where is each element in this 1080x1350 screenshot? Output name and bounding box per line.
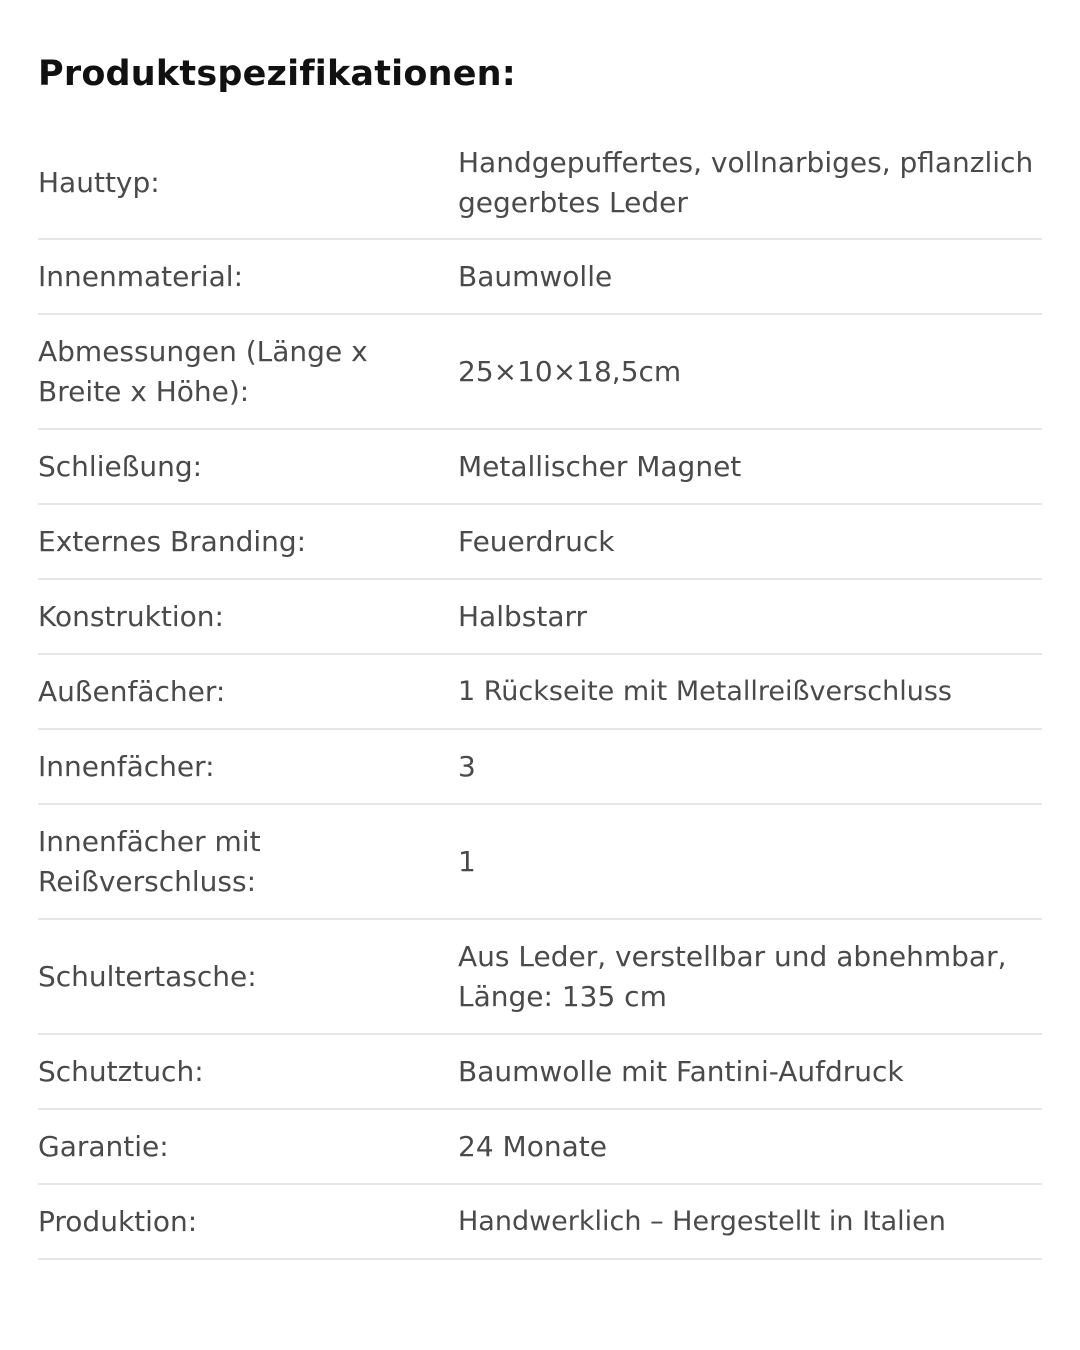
spec-label: Garantie: <box>38 1129 169 1163</box>
spec-label: Externes Branding: <box>38 524 307 558</box>
spec-table <box>38 128 1042 1260</box>
spec-label: Außenfächer: <box>38 674 226 708</box>
spec-value: Feuerdruck <box>458 524 615 558</box>
spec-value: 1 <box>458 844 476 878</box>
spec-value: Aus Leder, verstellbar und abnehmbar, Länge: 135 cm <box>458 939 1007 1013</box>
spec-value: 1 Rückseite mit Metallreißverschluss <box>458 675 952 707</box>
spec-label: Innenmaterial: <box>38 259 244 293</box>
spec-label: Schutztuch: <box>38 1054 204 1088</box>
spec-value: Halbstarr <box>458 599 588 633</box>
spec-value: Baumwolle <box>458 259 613 293</box>
spec-label: Produktion: <box>38 1204 198 1238</box>
spec-value: 25×10×18,5cm <box>458 354 682 388</box>
spec-value: 24 Monate <box>458 1129 607 1163</box>
spec-value: Metallischer Magnet <box>458 449 742 483</box>
spec-row-garantie <box>38 1110 1042 1185</box>
spec-row-aussenfaecher <box>38 655 1042 730</box>
spec-row-schliessung <box>38 430 1042 505</box>
spec-label: Schultertasche: <box>38 959 257 993</box>
spec-row-innenmaterial <box>38 240 1042 315</box>
spec-row-produktion <box>38 1185 1042 1260</box>
spec-value: Handgepuffertes, vollnarbiges, pflanzlich gegerbtes Leder <box>458 146 1034 219</box>
spec-value: Handwerklich – Hergestellt in Italien <box>458 1205 946 1237</box>
spec-label: Konstruktion: <box>38 599 224 633</box>
spec-label: Schließung: <box>38 449 203 483</box>
spec-row-abmessungen <box>38 315 1042 430</box>
page-title: Produktspezifikationen: <box>38 54 516 94</box>
spec-row-konstruktion <box>38 580 1042 655</box>
spec-row-schutztuch <box>38 1035 1042 1110</box>
spec-row-branding <box>38 505 1042 580</box>
spec-label: Abmessungen (Länge x Breite x Höhe): <box>38 334 368 408</box>
spec-row-schultertasche <box>38 920 1042 1035</box>
spec-value: 3 <box>458 749 476 783</box>
spec-label: Hauttyp: <box>38 166 160 199</box>
spec-row-innenfaecher <box>38 730 1042 805</box>
spec-value: Baumwolle mit Fantini-Aufdruck <box>458 1054 904 1088</box>
spec-label: Innenfächer mit Reißverschluss: <box>38 824 261 898</box>
spec-row-innenfaecher-reissverschluss <box>38 805 1042 920</box>
spec-label: Innenfächer: <box>38 749 215 783</box>
spec-row-hauttyp <box>38 128 1042 240</box>
